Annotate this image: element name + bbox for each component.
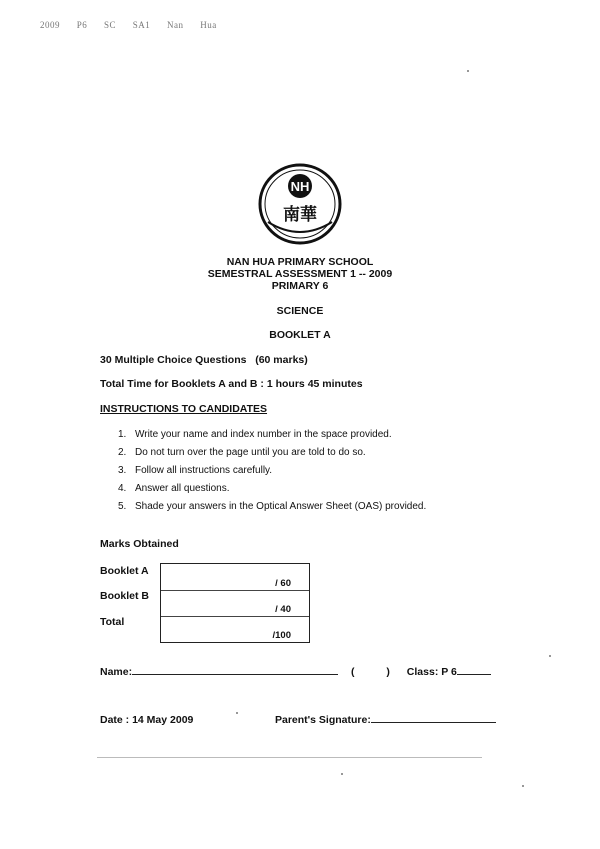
instruction-number: 3. bbox=[118, 465, 127, 476]
instructions-list bbox=[118, 428, 426, 518]
booklet-title: BOOKLET A bbox=[269, 329, 331, 341]
question-count: 30 Multiple Choice Questions bbox=[100, 354, 247, 366]
instruction-number: 1. bbox=[118, 429, 127, 440]
class-label: Class: P 6 bbox=[406, 666, 457, 678]
school-logo bbox=[258, 162, 342, 246]
marks-value-booklet-a: / 60 bbox=[275, 578, 291, 589]
signature-row bbox=[275, 714, 496, 726]
questions-info bbox=[100, 354, 308, 366]
instruction-item bbox=[118, 446, 426, 464]
name-field[interactable] bbox=[132, 674, 338, 675]
index-close-paren: ) bbox=[386, 666, 390, 678]
index-open-paren: ( bbox=[351, 666, 355, 678]
marks-row-booklet-a bbox=[161, 564, 309, 591]
marks-count: (60 marks) bbox=[255, 354, 308, 366]
instruction-number: 5. bbox=[118, 501, 127, 512]
scan-speck bbox=[549, 655, 551, 657]
instructions-heading: INSTRUCTIONS TO CANDIDATES bbox=[100, 403, 268, 415]
marks-label-booklet-a: Booklet A bbox=[100, 565, 149, 577]
marks-row-total bbox=[161, 616, 309, 642]
instruction-text: Answer all questions. bbox=[135, 483, 230, 494]
instruction-text: Write your name and index number in the space provided. bbox=[135, 429, 392, 440]
time-info: Total Time for Booklets A and B : 1 hours 45 minutes bbox=[100, 378, 363, 390]
instruction-text: Shade your answers in the Optical Answer Sheet (OAS) provided. bbox=[135, 501, 427, 512]
instruction-number: 4. bbox=[118, 483, 127, 494]
instruction-text: Do not turn over the page until you are told to do so. bbox=[135, 447, 366, 458]
signature-field[interactable] bbox=[371, 722, 496, 723]
subject-title: SCIENCE bbox=[276, 305, 324, 317]
name-class-row bbox=[100, 666, 491, 678]
class-field[interactable] bbox=[457, 674, 491, 675]
instruction-item bbox=[118, 482, 426, 500]
marks-value-booklet-b: / 40 bbox=[275, 604, 291, 615]
instruction-item bbox=[118, 428, 426, 446]
instruction-number: 2. bbox=[118, 447, 127, 458]
scan-speck bbox=[341, 773, 343, 775]
instruction-item bbox=[118, 464, 426, 482]
marks-label-booklet-b: Booklet B bbox=[100, 590, 150, 602]
instruction-text: Follow all instructions carefully. bbox=[135, 465, 273, 476]
bottom-rule bbox=[97, 757, 482, 758]
marks-label-total: Total bbox=[100, 616, 125, 628]
scan-speck bbox=[236, 712, 238, 714]
level-title: PRIMARY 6 bbox=[271, 280, 329, 292]
scan-header-tag: 2009 P6 SC SA1 Nan Hua bbox=[40, 20, 217, 30]
logo-monogram: NH bbox=[290, 179, 310, 194]
assessment-title: SEMESTRAL ASSESSMENT 1 -- 2009 bbox=[207, 268, 393, 280]
logo-chinese-name: 南華 bbox=[283, 205, 317, 225]
marks-value-total: /100 bbox=[272, 630, 291, 641]
marks-heading: Marks Obtained bbox=[100, 538, 179, 550]
signature-label: Parent's Signature: bbox=[275, 714, 371, 726]
scan-speck bbox=[522, 785, 524, 787]
date-label: Date : 14 May 2009 bbox=[100, 714, 194, 726]
marks-row-booklet-b bbox=[161, 590, 309, 617]
name-label: Name: bbox=[100, 666, 133, 678]
instruction-item bbox=[118, 500, 426, 518]
scan-speck bbox=[467, 70, 469, 72]
marks-table bbox=[160, 563, 310, 643]
school-name: NAN HUA PRIMARY SCHOOL bbox=[226, 256, 374, 268]
